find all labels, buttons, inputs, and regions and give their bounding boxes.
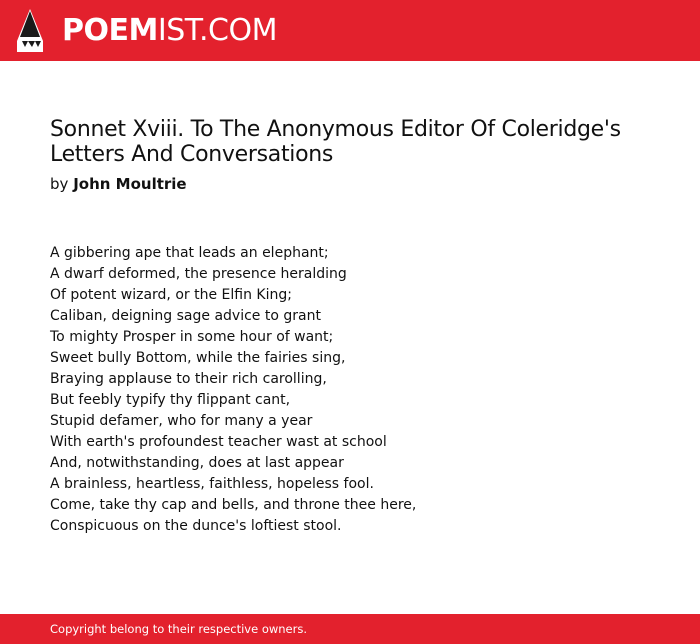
author-name: John Moultrie — [73, 175, 187, 193]
site-header — [0, 0, 700, 61]
poem-line: Of potent wizard, or the Elfin King; — [50, 287, 292, 303]
pencil-icon[interactable] — [17, 9, 43, 52]
poem-line: To mighty Prosper in some hour of want; — [50, 329, 334, 345]
poem-line: Braying applause to their rich carolling, — [50, 371, 327, 387]
poem-body — [50, 243, 650, 537]
site-logo[interactable] — [62, 13, 277, 49]
poem-line: With earth's profoundest teacher wast at school — [50, 434, 387, 450]
by-label: by — [50, 175, 69, 193]
poem-line: A gibbering ape that leads an elephant; — [50, 245, 329, 261]
brand-light: IST.COM — [157, 13, 277, 48]
byline — [50, 173, 187, 195]
brand-bold: POEM — [62, 13, 158, 48]
poem-line: A brainless, heartless, faithless, hopeless fool. — [50, 476, 374, 492]
poem-line: And, notwithstanding, does at last appear — [50, 455, 344, 471]
poem-title: Sonnet Xviii. To The Anonymous Editor Of Coleridge's Letters And Conversations — [50, 117, 621, 167]
poem-line: Sweet bully Bottom, while the fairies sing, — [50, 350, 346, 366]
poem-line: Caliban, deigning sage advice to grant — [50, 308, 321, 324]
site-footer — [0, 614, 700, 644]
copyright-text: Copyright belong to their respective owners. — [50, 622, 308, 636]
poem-line: A dwarf deformed, the presence heralding — [50, 266, 347, 282]
poem-line: But feebly typify thy flippant cant, — [50, 392, 291, 408]
poem-line: Stupid defamer, who for many a year — [50, 413, 313, 429]
poem-line: Conspicuous on the dunce's loftiest stool. — [50, 518, 342, 534]
poem-line: Come, take thy cap and bells, and throne thee here, — [50, 497, 417, 513]
